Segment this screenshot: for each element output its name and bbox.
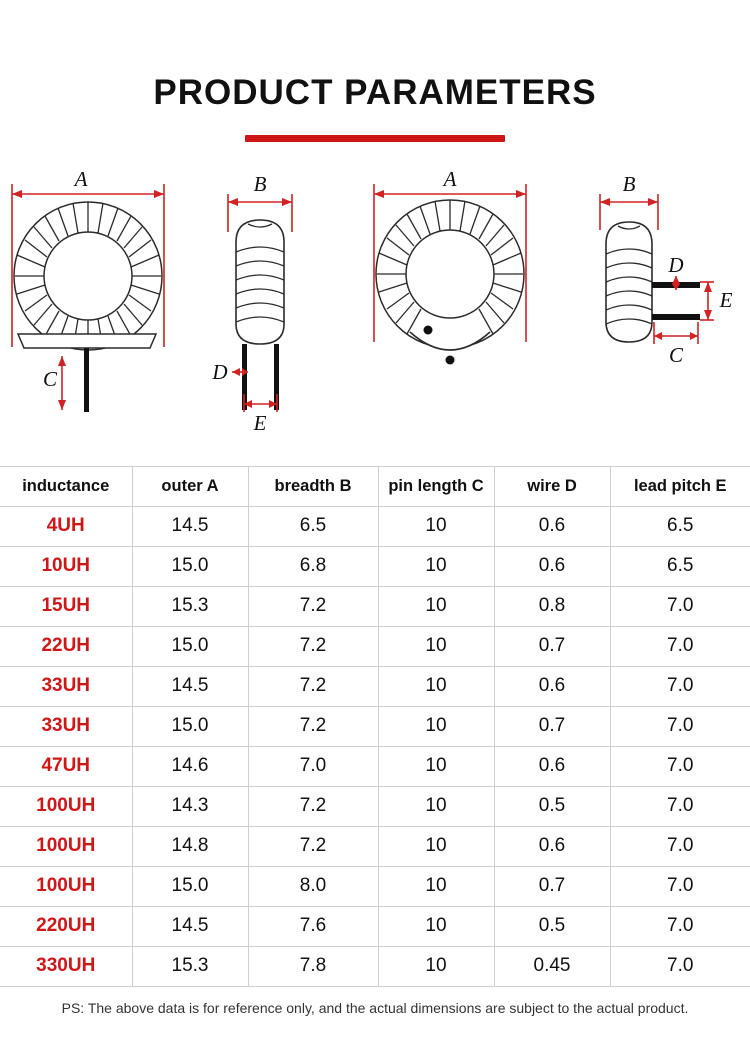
figure-group <box>0 172 750 462</box>
cell-wire-d: 0.7 <box>494 706 610 746</box>
cell-pin-length-c: 10 <box>378 746 494 786</box>
cell-breadth-b: 7.2 <box>248 586 378 626</box>
cell-pin-length-c: 10 <box>378 826 494 866</box>
cell-inductance: 4UH <box>0 506 132 546</box>
cell-inductance: 100UH <box>0 866 132 906</box>
toroid-front-view-1-drawing <box>4 172 184 462</box>
cell-pin-length-c: 10 <box>378 946 494 986</box>
figure-toroid-side-view-1 <box>196 172 316 467</box>
cell-inductance: 22UH <box>0 626 132 666</box>
cell-outer-a: 14.5 <box>132 506 248 546</box>
dim-label-c-2: C <box>668 342 684 367</box>
cell-lead-pitch-e: 7.0 <box>610 666 750 706</box>
table-header-row <box>0 466 750 506</box>
cell-breadth-b: 7.2 <box>248 786 378 826</box>
cell-breadth-b: 7.2 <box>248 706 378 746</box>
cell-lead-pitch-e: 7.0 <box>610 706 750 746</box>
table-footnote: PS: The above data is for reference only, and the actual dimensions are subject to the actual product. <box>61 999 689 1016</box>
cell-lead-pitch-e: 7.0 <box>610 866 750 906</box>
cell-wire-d: 0.5 <box>494 786 610 826</box>
cell-outer-a: 15.0 <box>132 546 248 586</box>
cell-lead-pitch-e: 6.5 <box>610 546 750 586</box>
cell-inductance: 47UH <box>0 746 132 786</box>
cell-wire-d: 0.6 <box>494 666 610 706</box>
cell-inductance: 10UH <box>0 546 132 586</box>
cell-wire-d: 0.8 <box>494 586 610 626</box>
cell-breadth-b: 7.2 <box>248 666 378 706</box>
cell-inductance: 100UH <box>0 826 132 866</box>
column-header-wire-d: wire D <box>494 466 610 506</box>
cell-breadth-b: 6.8 <box>248 546 378 586</box>
cell-inductance: 33UH <box>0 706 132 746</box>
cell-outer-a: 14.6 <box>132 746 248 786</box>
cell-breadth-b: 7.2 <box>248 826 378 866</box>
table-row <box>0 506 750 546</box>
cell-outer-a: 15.3 <box>132 586 248 626</box>
cell-breadth-b: 8.0 <box>248 866 378 906</box>
toroid-side-view-2-drawing <box>580 172 748 462</box>
column-header-pin-length-c: pin length C <box>378 466 494 506</box>
dim-label-c: C <box>42 366 58 391</box>
dim-label-b-2: B <box>622 171 636 196</box>
figure-toroid-front-view-2 <box>360 172 540 467</box>
cell-lead-pitch-e: 7.0 <box>610 906 750 946</box>
cell-wire-d: 0.6 <box>494 506 610 546</box>
cell-wire-d: 0.6 <box>494 746 610 786</box>
dim-label-d-2: D <box>668 252 684 277</box>
cell-outer-a: 15.3 <box>132 946 248 986</box>
cell-inductance: 15UH <box>0 586 132 626</box>
cell-wire-d: 0.5 <box>494 906 610 946</box>
column-header-inductance: inductance <box>0 466 132 506</box>
cell-pin-length-c: 10 <box>378 906 494 946</box>
table-row <box>0 586 750 626</box>
table-row <box>0 946 750 986</box>
cell-inductance: 100UH <box>0 786 132 826</box>
table-row <box>0 546 750 586</box>
dim-label-e-2: E <box>719 287 733 312</box>
title-underline <box>245 135 505 142</box>
table-row <box>0 826 750 866</box>
cell-outer-a: 14.3 <box>132 786 248 826</box>
parameters-table <box>0 466 750 987</box>
cell-inductance: 33UH <box>0 666 132 706</box>
cell-breadth-b: 7.0 <box>248 746 378 786</box>
table-row <box>0 786 750 826</box>
figure-toroid-side-view-2 <box>580 172 740 467</box>
cell-pin-length-c: 10 <box>378 706 494 746</box>
polarity-dot-right <box>446 355 455 364</box>
cell-lead-pitch-e: 7.0 <box>610 946 750 986</box>
cell-wire-d: 0.7 <box>494 866 610 906</box>
toroid-front-view-2-drawing <box>360 172 550 462</box>
toroid-side-view-1-drawing <box>196 172 326 462</box>
cell-lead-pitch-e: 7.0 <box>610 786 750 826</box>
cell-lead-pitch-e: 6.5 <box>610 506 750 546</box>
column-header-breadth-b: breadth B <box>248 466 378 506</box>
cell-lead-pitch-e: 7.0 <box>610 626 750 666</box>
table-row <box>0 906 750 946</box>
cell-breadth-b: 7.6 <box>248 906 378 946</box>
page-title: PRODUCT PARAMETERS <box>153 73 597 112</box>
cell-lead-pitch-e: 7.0 <box>610 746 750 786</box>
cell-pin-length-c: 10 <box>378 506 494 546</box>
cell-inductance: 330UH <box>0 946 132 986</box>
table-row <box>0 706 750 746</box>
title-block <box>0 0 750 142</box>
cell-inductance: 220UH <box>0 906 132 946</box>
cell-pin-length-c: 10 <box>378 546 494 586</box>
cell-outer-a: 15.0 <box>132 626 248 666</box>
cell-wire-d: 0.7 <box>494 626 610 666</box>
figure-toroid-front-view-1 <box>4 172 176 467</box>
table-row <box>0 666 750 706</box>
cell-breadth-b: 6.5 <box>248 506 378 546</box>
dim-label-a: A <box>74 171 88 191</box>
cell-pin-length-c: 10 <box>378 866 494 906</box>
cell-outer-a: 14.8 <box>132 826 248 866</box>
table-row <box>0 746 750 786</box>
cell-pin-length-c: 10 <box>378 786 494 826</box>
cell-wire-d: 0.45 <box>494 946 610 986</box>
cell-outer-a: 15.0 <box>132 706 248 746</box>
cell-outer-a: 14.5 <box>132 906 248 946</box>
dim-label-d: D <box>212 359 228 384</box>
table-row <box>0 626 750 666</box>
column-header-lead-pitch-e: lead pitch E <box>610 466 750 506</box>
cell-wire-d: 0.6 <box>494 546 610 586</box>
column-header-outer-a: outer A <box>132 466 248 506</box>
cell-pin-length-c: 10 <box>378 626 494 666</box>
cell-breadth-b: 7.8 <box>248 946 378 986</box>
dim-label-a-2: A <box>443 171 457 191</box>
cell-outer-a: 15.0 <box>132 866 248 906</box>
cell-lead-pitch-e: 7.0 <box>610 586 750 626</box>
cell-pin-length-c: 10 <box>378 586 494 626</box>
table-row <box>0 866 750 906</box>
dim-label-e: E <box>253 410 267 435</box>
cell-outer-a: 14.5 <box>132 666 248 706</box>
cell-pin-length-c: 10 <box>378 666 494 706</box>
cell-wire-d: 0.6 <box>494 826 610 866</box>
cell-breadth-b: 7.2 <box>248 626 378 666</box>
cell-lead-pitch-e: 7.0 <box>610 826 750 866</box>
polarity-dot-left <box>424 325 433 334</box>
dim-label-b: B <box>253 171 267 196</box>
